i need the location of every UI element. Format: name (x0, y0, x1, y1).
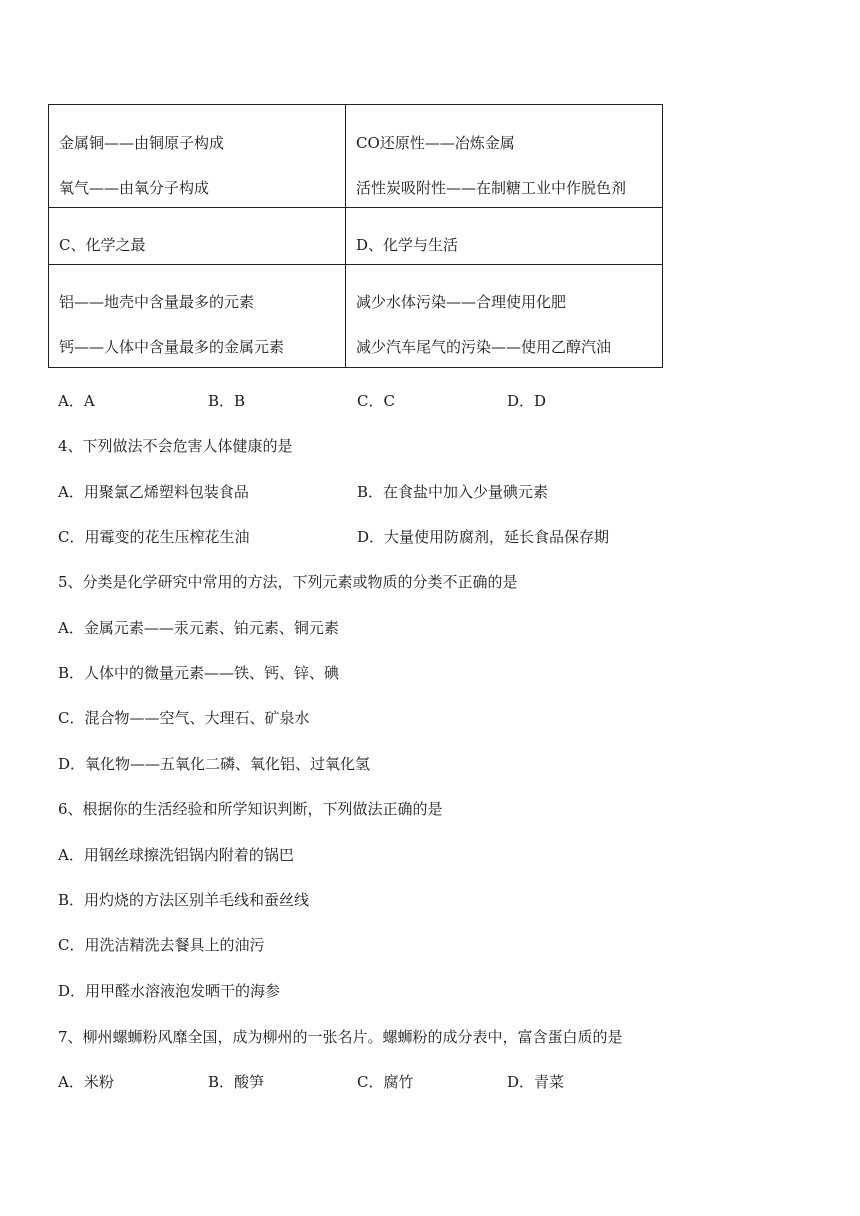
option-a[interactable]: A．A (58, 392, 95, 410)
cell-text: 减少水体污染——合理使用化肥 (356, 293, 567, 311)
option-b[interactable]: B．酸笋 (208, 1073, 265, 1091)
cell-text: 铝——地壳中含量最多的元素 (59, 293, 255, 311)
table-cell (49, 208, 346, 265)
table-row (49, 208, 663, 265)
option-c[interactable]: C．C (357, 392, 395, 410)
option-c[interactable]: C．用霉变的花生压榨花生油 (58, 528, 250, 546)
option-d[interactable]: D．大量使用防腐剂，延长食品保存期 (357, 528, 610, 546)
cell-heading: C、化学之最 (59, 236, 146, 254)
option-c[interactable]: C．腐竹 (357, 1073, 414, 1091)
cell-text: CO还原性——冶炼金属 (356, 134, 515, 152)
option-c[interactable]: C．混合物——空气、大理石、矿泉水 (58, 709, 310, 727)
question-stem: 6、根据你的生活经验和所学知识判断，下列做法正确的是 (58, 800, 443, 818)
cell-text: 钙——人体中含量最多的金属元素 (59, 338, 285, 356)
option-d[interactable]: D．用甲醛水溶液泡发晒干的海参 (58, 982, 281, 1000)
cell-text: 活性炭吸附性——在制糖工业中作脱色剂 (356, 179, 627, 197)
option-c[interactable]: C．用洗洁精洗去餐具上的油污 (58, 936, 265, 954)
cell-text: 减少汽车尾气的污染——使用乙醇汽油 (356, 338, 612, 356)
table-cell (49, 105, 346, 208)
option-a[interactable]: A．米粉 (58, 1073, 114, 1091)
table-cell (49, 265, 346, 368)
question-stem: 7、柳州螺蛳粉风靡全国，成为柳州的一张名片。螺蛳粉的成分表中，富含蛋白质的是 (58, 1028, 623, 1046)
table-row (49, 105, 663, 208)
table-cell (346, 208, 663, 265)
question-stem: 5、分类是化学研究中常用的方法，下列元素或物质的分类不正确的是 (58, 573, 518, 591)
table-row (49, 265, 663, 368)
cell-text: 金属铜——由铜原子构成 (59, 134, 225, 152)
option-b[interactable]: B．用灼烧的方法区别羊毛线和蚕丝线 (58, 891, 310, 909)
option-d[interactable]: D．D (507, 392, 547, 410)
table-cell (346, 105, 663, 208)
option-b[interactable]: B．在食盐中加入少量碘元素 (357, 483, 549, 501)
cell-text: 氧气——由氧分子构成 (59, 179, 210, 197)
table-cell (346, 265, 663, 368)
option-b[interactable]: B．人体中的微量元素——铁、钙、锌、碘 (58, 664, 340, 682)
option-a[interactable]: A．用钢丝球擦洗铝锅内附着的锅巴 (58, 846, 294, 864)
question-stem: 4、下列做法不会危害人体健康的是 (58, 437, 293, 455)
comparison-table (48, 104, 663, 368)
option-d[interactable]: D．青菜 (507, 1073, 565, 1091)
cell-heading: D、化学与生活 (356, 236, 459, 254)
option-d[interactable]: D．氧化物——五氧化二磷、氧化铝、过氧化氢 (58, 755, 371, 773)
option-a[interactable]: A．用聚氯乙烯塑料包装食品 (58, 483, 249, 501)
option-a[interactable]: A．金属元素——汞元素、铂元素、铜元素 (58, 619, 339, 637)
option-b[interactable]: B．B (208, 392, 246, 410)
